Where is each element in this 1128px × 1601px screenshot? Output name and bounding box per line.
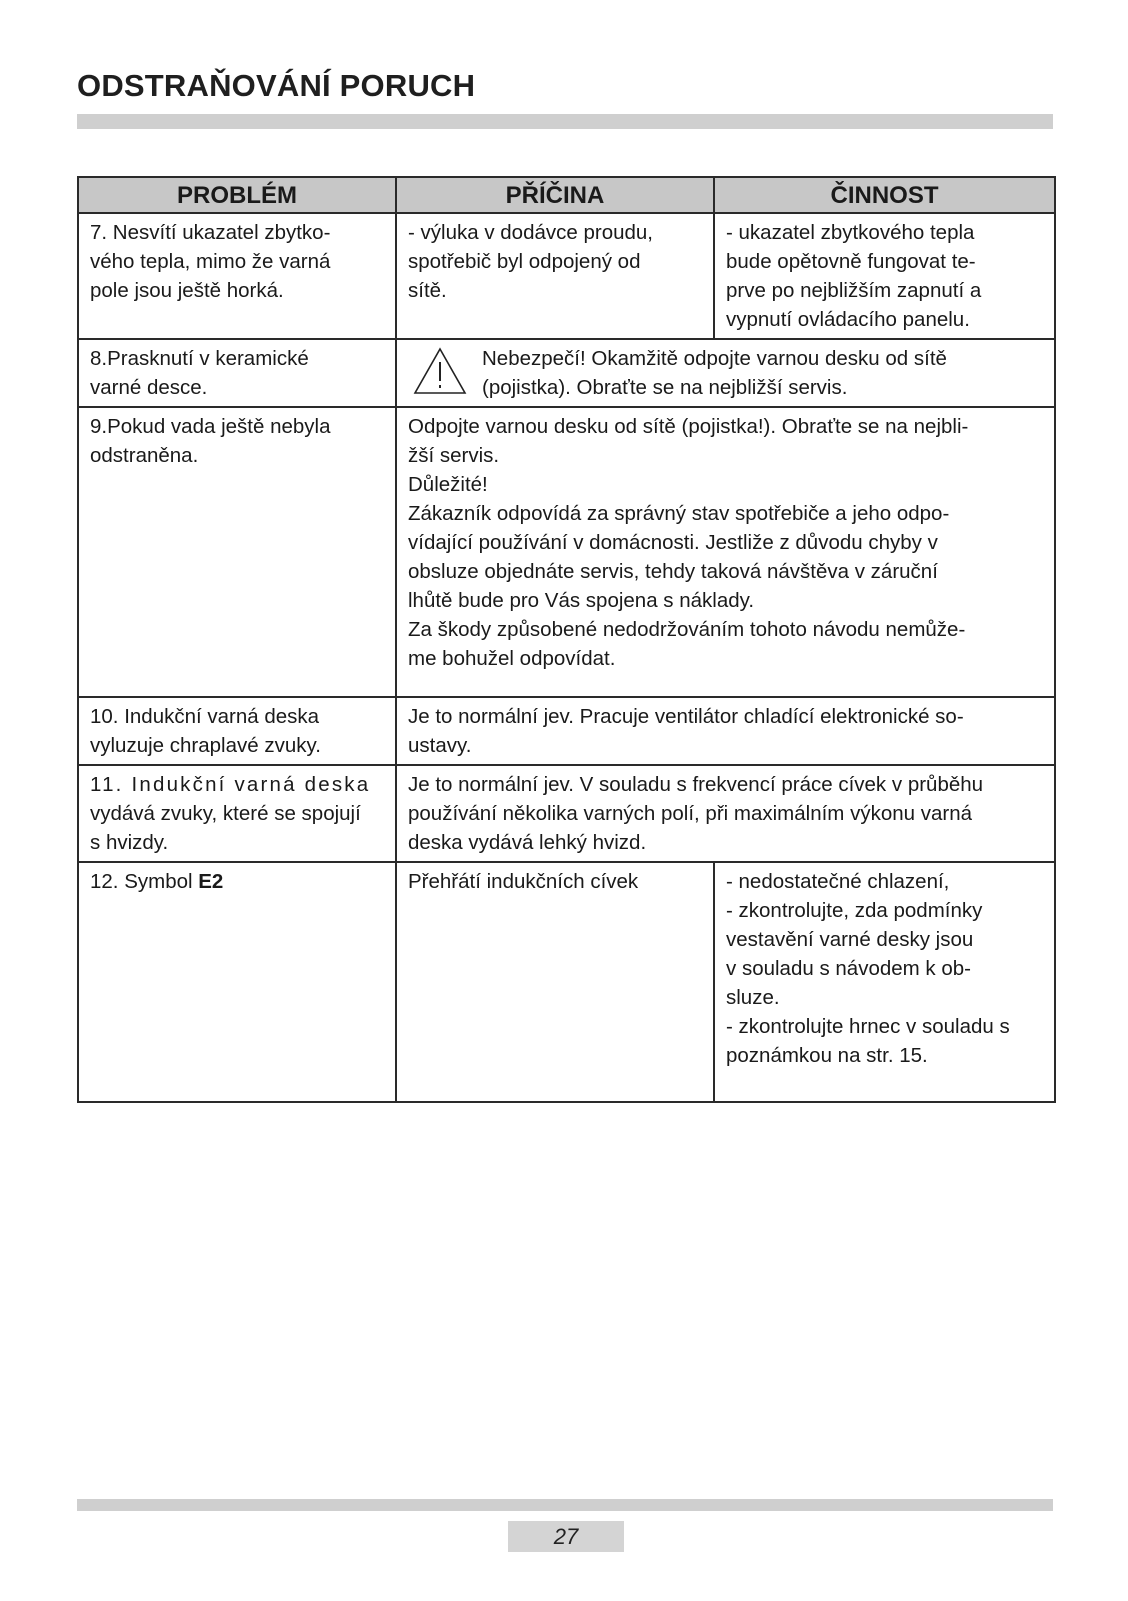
warning-line: (pojistka). Obraťte se na nejbližší servis. bbox=[482, 376, 848, 399]
action-line: deska vydává lehký hvizd. bbox=[408, 831, 647, 854]
action-line: lhůtě bude pro Vás spojena s náklady. bbox=[408, 589, 755, 612]
table-row bbox=[78, 213, 1055, 339]
problem-line: 7. Nesvítí ukazatel zbytko- bbox=[90, 221, 331, 244]
problem-line bbox=[90, 867, 386, 896]
problem-cell bbox=[78, 697, 396, 765]
action-line: - nedostatečné chlazení, bbox=[726, 870, 950, 893]
table-row bbox=[78, 407, 1055, 697]
merged-cell bbox=[396, 339, 1055, 407]
page-title: ODSTRAŇOVÁNÍ PORUCH bbox=[77, 68, 476, 103]
header-action: ČINNOST bbox=[714, 177, 1055, 213]
warning-triangle-icon bbox=[412, 346, 468, 396]
problem-cell bbox=[78, 213, 396, 339]
problem-line: pole jsou ještě horká. bbox=[90, 279, 284, 302]
footer-divider bbox=[77, 1499, 1053, 1511]
cause-line: spotřebič byl odpojený od bbox=[408, 250, 641, 273]
action-line: Za škody způsobené nedodržováním tohoto návodu nemůže- bbox=[408, 618, 966, 641]
action-line: obsluze objednáte servis, tehdy taková návštěva v záruční bbox=[408, 560, 938, 583]
table-row bbox=[78, 862, 1055, 1102]
table-row bbox=[78, 339, 1055, 407]
action-line: bude opětovně fungovat te- bbox=[726, 250, 976, 273]
action-line: vestavění varné desky jsou bbox=[726, 928, 974, 951]
problem-line: varné desce. bbox=[90, 376, 208, 399]
problem-cell bbox=[78, 407, 396, 697]
action-cell bbox=[714, 213, 1055, 339]
problem-cell bbox=[78, 862, 396, 1102]
problem-line: 10. Indukční varná deska bbox=[90, 705, 320, 728]
header-cause: PŘÍČINA bbox=[396, 177, 714, 213]
action-line: Je to normální jev. Pracuje ventilátor chladící elektronické so- bbox=[408, 705, 964, 728]
action-line: - zkontrolujte, zda podmínky bbox=[726, 899, 983, 922]
action-line: ustavy. bbox=[408, 734, 472, 757]
action-line: Zákazník odpovídá za správný stav spotřebiče a jeho odpo- bbox=[408, 502, 950, 525]
problem-line: vého tepla, mimo že varná bbox=[90, 250, 331, 273]
cause-cell bbox=[396, 213, 714, 339]
action-line: žší servis. bbox=[408, 444, 500, 467]
header-problem: PROBLÉM bbox=[78, 177, 396, 213]
table-row bbox=[78, 697, 1055, 765]
action-cell bbox=[714, 862, 1055, 1102]
troubleshooting-table bbox=[77, 176, 1056, 1103]
error-code: E2 bbox=[198, 870, 224, 893]
table-row bbox=[78, 765, 1055, 862]
merged-cell bbox=[396, 407, 1055, 697]
action-line: v souladu s návodem k ob- bbox=[726, 957, 971, 980]
problem-line: 8.Prasknutí v keramické bbox=[90, 347, 309, 370]
merged-cell bbox=[396, 765, 1055, 862]
action-line: Odpojte varnou desku od sítě (pojistka!). Obraťte se na nejbli- bbox=[408, 415, 969, 438]
action-line: vypnutí ovládacího panelu. bbox=[726, 308, 970, 331]
problem-cell bbox=[78, 765, 396, 862]
action-line: - zkontrolujte hrnec v souladu s bbox=[726, 1015, 1010, 1038]
table-header-row bbox=[78, 177, 1055, 213]
action-line: vídající používání v domácnosti. Jestliže z důvodu chyby v bbox=[408, 531, 938, 554]
cause-cell bbox=[396, 862, 714, 1102]
cause-line: sítě. bbox=[408, 279, 447, 302]
action-line: poznámkou na str. 15. bbox=[726, 1044, 928, 1067]
cause-line: - výluka v dodávce proudu, bbox=[408, 221, 653, 244]
merged-cell bbox=[396, 697, 1055, 765]
important-label: Důležité! bbox=[408, 473, 488, 496]
problem-prefix: 12. Symbol bbox=[90, 870, 199, 893]
problem-cell bbox=[78, 339, 396, 407]
action-line: používání několika varných polí, při maximálním výkonu varná bbox=[408, 802, 973, 825]
action-line: - ukazatel zbytkového tepla bbox=[726, 221, 975, 244]
problem-line: 11. Indukční varná deska bbox=[90, 773, 371, 796]
page-number: 27 bbox=[508, 1521, 624, 1552]
problem-line: vydává zvuky, které se spojují bbox=[90, 802, 361, 825]
action-line: me bohužel odpovídat. bbox=[408, 647, 616, 670]
warning-line: Nebezpečí! Okamžitě odpojte varnou desku od sítě bbox=[482, 347, 947, 370]
problem-line: vyluzuje chraplavé zvuky. bbox=[90, 734, 321, 757]
problem-line: s hvizdy. bbox=[90, 831, 169, 854]
action-line: Je to normální jev. V souladu s frekvencí práce cívek v průběhu bbox=[408, 773, 984, 796]
action-line: prve po nejbližším zapnutí a bbox=[726, 279, 982, 302]
cause-line: Přehřátí indukčních cívek bbox=[408, 870, 639, 893]
problem-line: 9.Pokud vada ještě nebyla bbox=[90, 415, 331, 438]
problem-line: odstraněna. bbox=[90, 444, 199, 467]
action-line: sluze. bbox=[726, 986, 780, 1009]
title-divider bbox=[77, 114, 1053, 129]
